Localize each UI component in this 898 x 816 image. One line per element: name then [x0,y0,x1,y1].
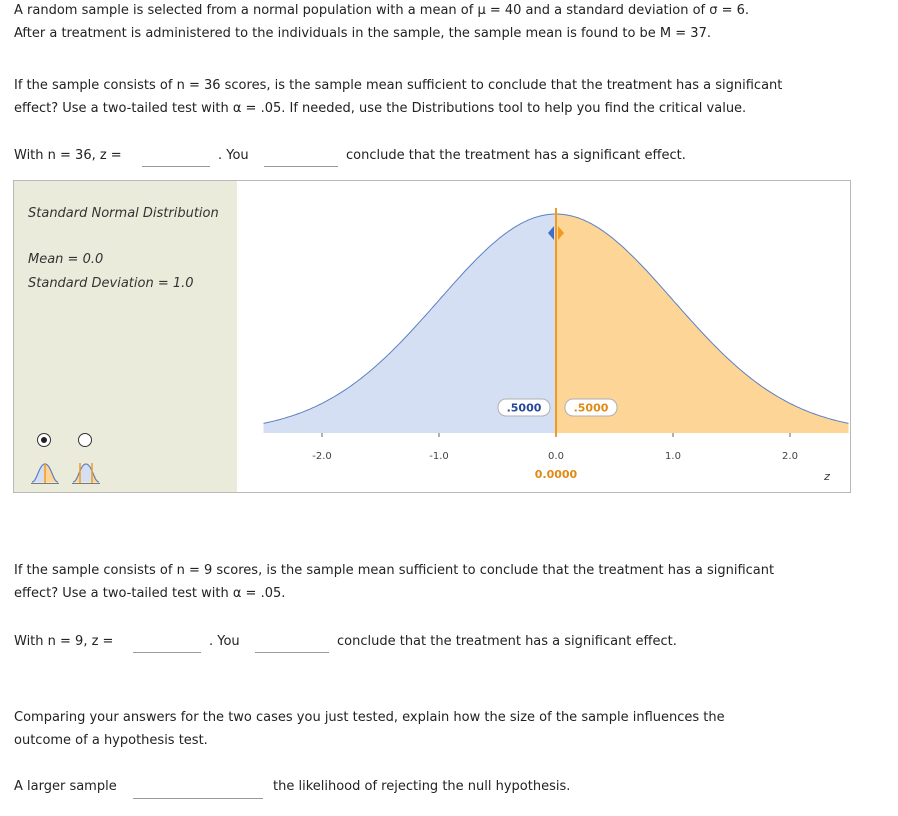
question-3-line-2: outcome of a hypothesis test. [14,733,208,748]
q1-mid-text: . You [218,148,249,163]
q2-prefix: With n = 9, z = [14,634,114,649]
distributions-tool [13,180,851,493]
question-1-text [14,74,782,120]
q3-suffix: the likelihood of rejecting the null hypothesis. [273,779,571,794]
q1-conclusion-dropdown[interactable] [264,148,338,167]
normal-distribution-chart [238,181,851,492]
right-area-label: .5000 [573,401,609,415]
z-axis-label: z [824,470,830,483]
x-axis-ticks [312,433,798,462]
sd-label: Standard Deviation = 1.0 [28,276,194,291]
question-2-text [14,559,774,605]
q2-suffix: conclude that the treatment has a significant effect. [337,634,677,649]
q2-conclusion-dropdown[interactable] [255,634,329,653]
problem-statement [14,0,749,45]
problem-line-2: After a treatment is administered to the individuals in the sample, the sample mean is found to be M = 37. [14,26,711,41]
question-2-line-1: If the sample consists of n = 9 scores, is the sample mean sufficient to conclude that the treatment has a significant [14,563,775,578]
question-1-line-2: effect? Use a two-tailed test with α = .05. If needed, use the Distributions tool to help you find the critical value. [14,101,747,116]
q1-suffix: conclude that the treatment has a significant effect. [346,148,686,163]
question-1-line-1: If the sample consists of n = 36 scores, is the sample mean sufficient to conclude that the treatment has a significant [14,78,783,93]
marker-value-label: 0.0000 [534,468,578,481]
question-2-line-2: effect? Use a two-tailed test with α = .05. [14,586,286,601]
question-3-line-1: Comparing your answers for the two cases you just tested, explain how the size of the sample influences the [14,710,725,725]
q1-prefix: With n = 36, z = [14,148,122,163]
one-line-distribution-icon[interactable] [31,460,59,486]
left-area-label: .5000 [506,401,542,415]
q2-z-input[interactable] [133,634,201,653]
one-line-mode-radio[interactable] [37,433,51,447]
question-3-text [14,706,725,752]
q2-mid-text: . You [209,634,240,649]
right-area-label-box [565,399,617,416]
mean-label: Mean = 0.0 [28,252,104,267]
q1-z-input[interactable] [142,148,210,167]
q3-answer-dropdown[interactable] [133,780,263,799]
x-tick-label: 0.0 [548,451,564,462]
distribution-title: Standard Normal Distribution [28,206,219,221]
two-line-mode-radio[interactable] [78,433,92,447]
x-tick-label: 1.0 [665,451,681,462]
x-tick-label: 2.0 [782,451,798,462]
two-line-distribution-icon[interactable] [72,460,100,486]
problem-line-1: A random sample is selected from a normal population with a mean of μ = 40 and a standard deviation of σ = 6. [14,3,750,18]
x-tick-label: -2.0 [312,451,332,462]
x-tick-label: -1.0 [429,451,449,462]
left-area-label-box [498,399,550,416]
q3-prefix: A larger sample [14,779,117,794]
tool-settings-panel [14,181,237,492]
